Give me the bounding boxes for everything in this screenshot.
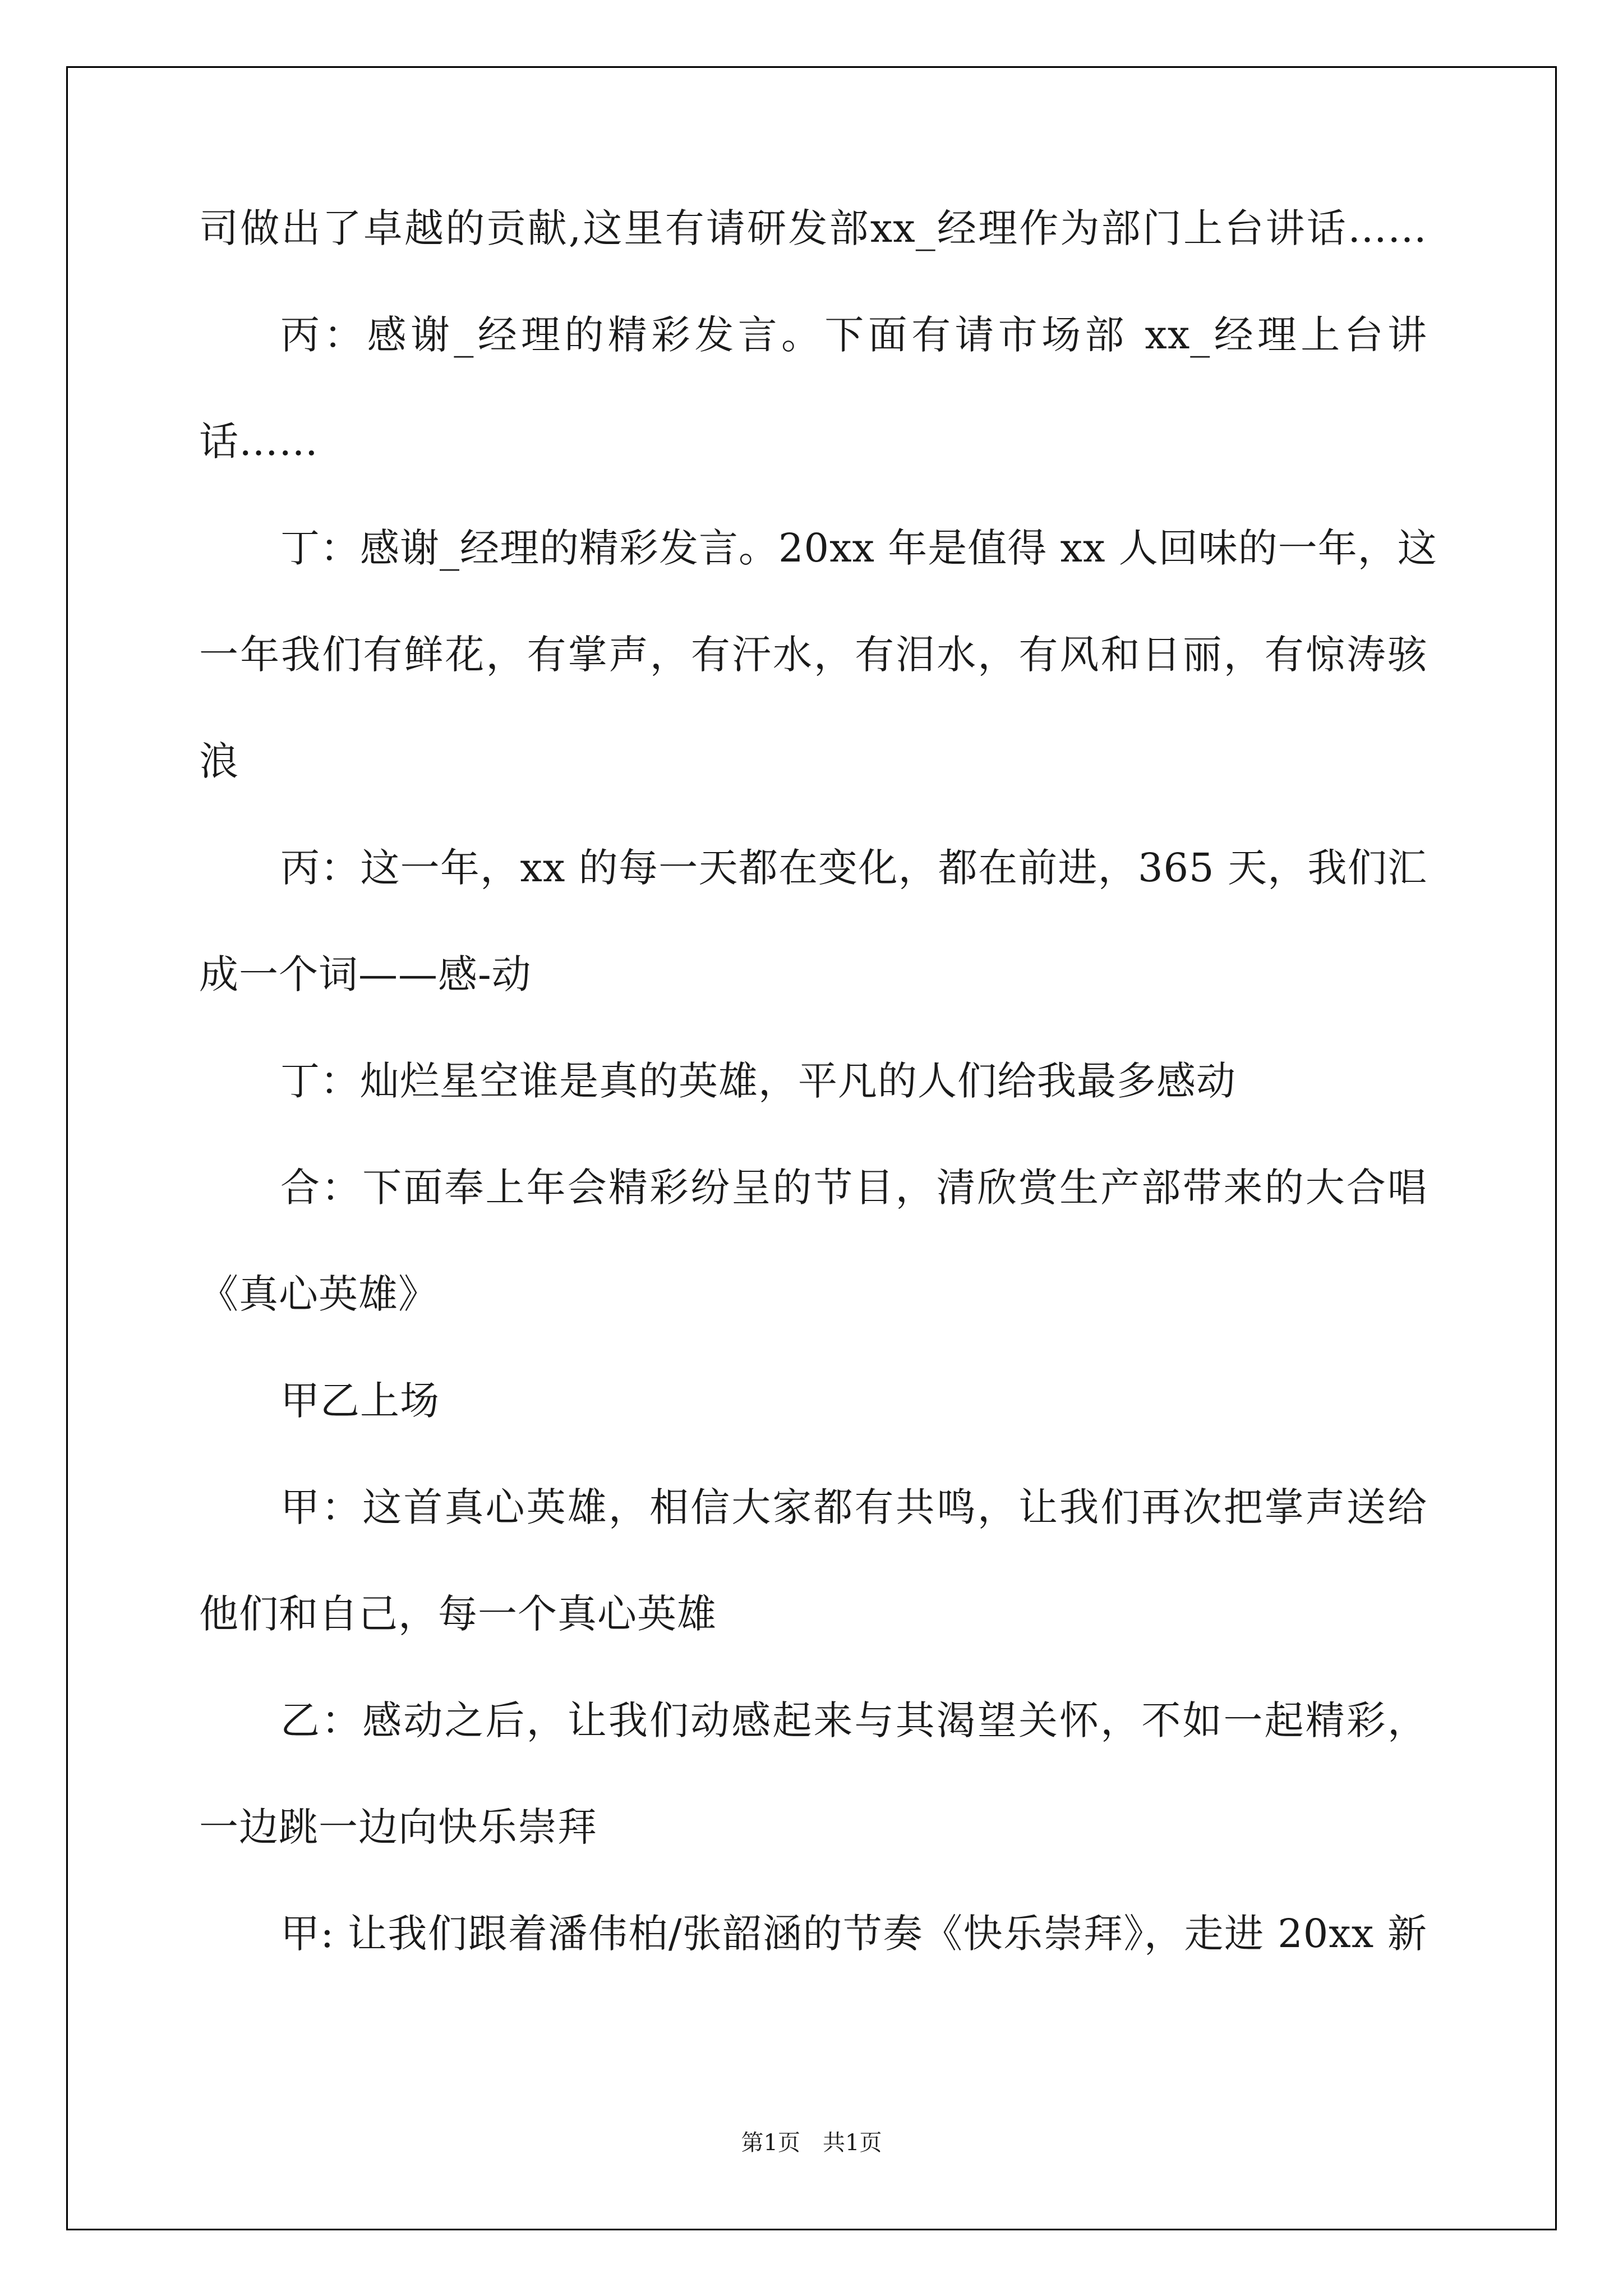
text-line-13: 甲：这首真心英雄，相信大家都有共鸣，让我们再次把掌声送给 — [280, 1484, 1427, 1530]
text-line-7: 丙：这一年，xx 的每一天都在变化，都在前进，365 天，我们汇 — [280, 845, 1427, 891]
text-line-9: 丁：灿烂星空谁是真的英雄，平凡的人们给我最多感动 — [280, 1058, 1236, 1104]
text-line-16: 一边跳一边向快乐崇拜 — [199, 1804, 597, 1850]
text-line-1: 司做出了卓越的贡献,这里有请研发部xx_经理作为部门上台讲话…… — [199, 205, 1427, 251]
text-line-8: 成一个词——感-动 — [199, 951, 532, 997]
text-line-15: 乙：感动之后，让我们动感起来与其渴望关怀，不如一起精彩， — [280, 1697, 1427, 1743]
text-line-11: 《真心英雄》 — [199, 1271, 438, 1317]
text-line-12: 甲乙上场 — [280, 1378, 440, 1424]
text-line-17: 甲: 让我们跟着潘伟柏/张韶涵的节奏《快乐崇拜》，走进 20xx 新 — [280, 1911, 1427, 1957]
text-line-6: 浪 — [199, 738, 239, 784]
text-line-3: 话…… — [199, 418, 319, 464]
text-line-5: 一年我们有鲜花，有掌声，有汗水，有泪水，有风和日丽，有惊涛骇 — [199, 632, 1427, 678]
text-line-10: 合：下面奉上年会精彩纷呈的节目，清欣赏生产部带来的大合唱 — [280, 1165, 1427, 1211]
text-line-2: 丙：感谢_经理的精彩发言。下面有请市场部 xx_经理上台讲 — [280, 312, 1427, 358]
text-line-14: 他们和自己，每一个真心英雄 — [199, 1591, 717, 1637]
document-body — [199, 203, 1437, 2015]
text-line-4: 丁：感谢_经理的精彩发言。20xx 年是值得 xx 人回味的一年，这 — [280, 525, 1437, 571]
page-number-footer: 第1页 共1页 — [741, 2130, 882, 2156]
